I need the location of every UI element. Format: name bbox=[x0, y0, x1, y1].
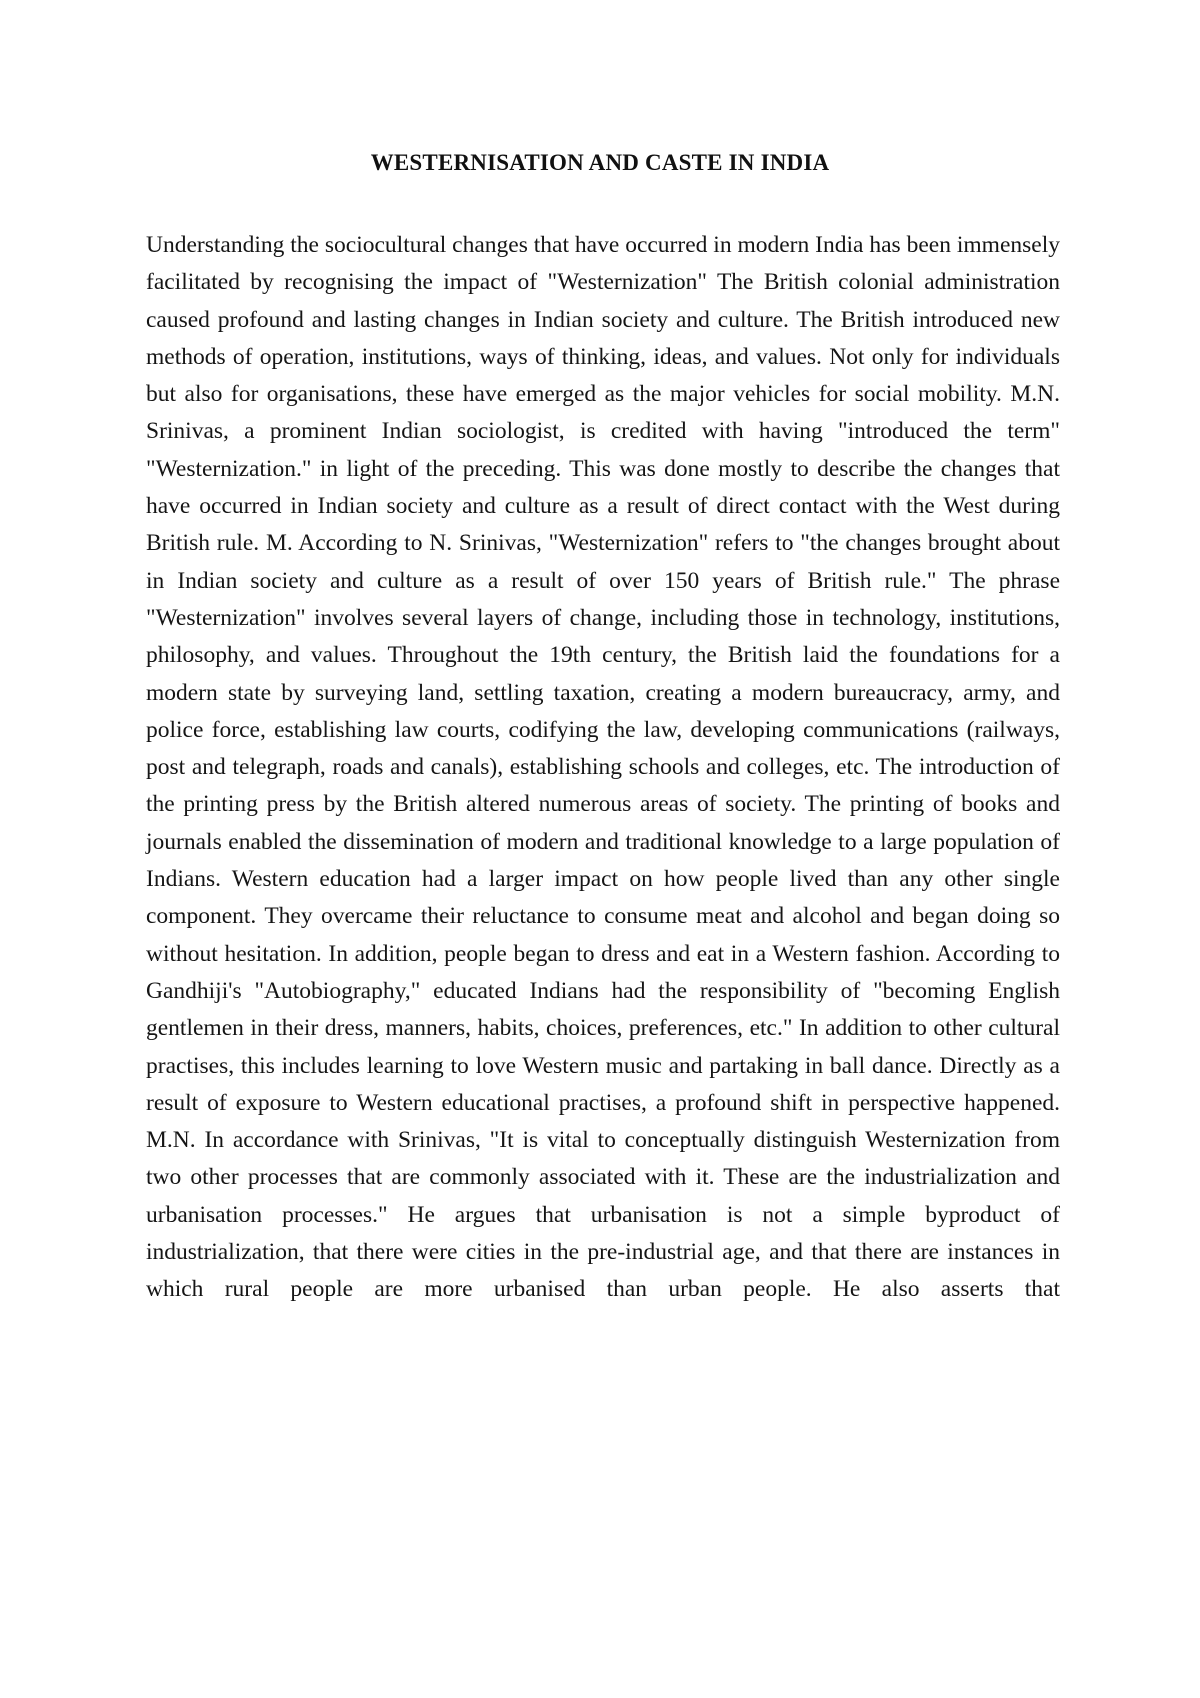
document-title: WESTERNISATION AND CASTE IN INDIA bbox=[370, 150, 830, 175]
body-paragraph: Understanding the sociocultural changes that have occurred in modern India has been immensely facilitated by recognising the impact of "Westernization" The British colonial administration caused profound and lasting changes in Indian society and culture. The British introduced new methods of operation, institutions, ways of thinking, ideas, and values. Not only for individuals but also for organisations, these have emerged as the major vehicles for social mobility. M.N. Srinivas, a prominent Indian sociologist, is credited with having "introduced the term" "Westernization." in light of the preceding. This was done mostly to describe the changes that have occurred in Indian society and culture as a result of direct contact with the West during British rule. M. According to N. Srinivas, "Westernization" refers to "the changes brought about in Indian society and culture as a result of over 150 years of British rule." The phrase "Westernization" involves several layers of change, including those in technology, institutions, philosophy, and values. Throughout the 19th century, the British laid the foundations for a modern state by surveying land, settling taxation, creating a modern bureaucracy, army, and police force, establishing law courts, codifying the law, developing communications (railways, post and telegraph, roads and canals), establishing schools and colleges, etc. The introduction of the printing press by the British altered numerous areas of society. The printing of books and journals enabled the dissemination of modern and traditional knowledge to a large population of Indians. Western education had a larger impact on how people lived than any other single component. They overcame their reluctance to consume meat and alcohol and began doing so without hesitation. In addition, people began to dress and eat in a Western fashion. According to Gandhiji's "Autobiography," educated Indians had the responsibility of "becoming English gentlemen in their dress, manners, habits, choices, preferences, etc." In addition to other cultural practises, this includes learning to love Western music and partaking in ball dance. Directly as a result of exposure to Western educational practises, a profound shift in perspective happened. M.N. In accordance with Srinivas, "It is vital to conceptually distinguish Westernization from two other processes that are commonly associated with it. These are the industrialization and urbanisation processes." He argues that urbanisation is not a simple byproduct of industrialization, that there were cities in the pre-industrial age, and that there are instances in which rural people are more urbanised than urban people. He also asserts that bbox=[146, 232, 1060, 1303]
